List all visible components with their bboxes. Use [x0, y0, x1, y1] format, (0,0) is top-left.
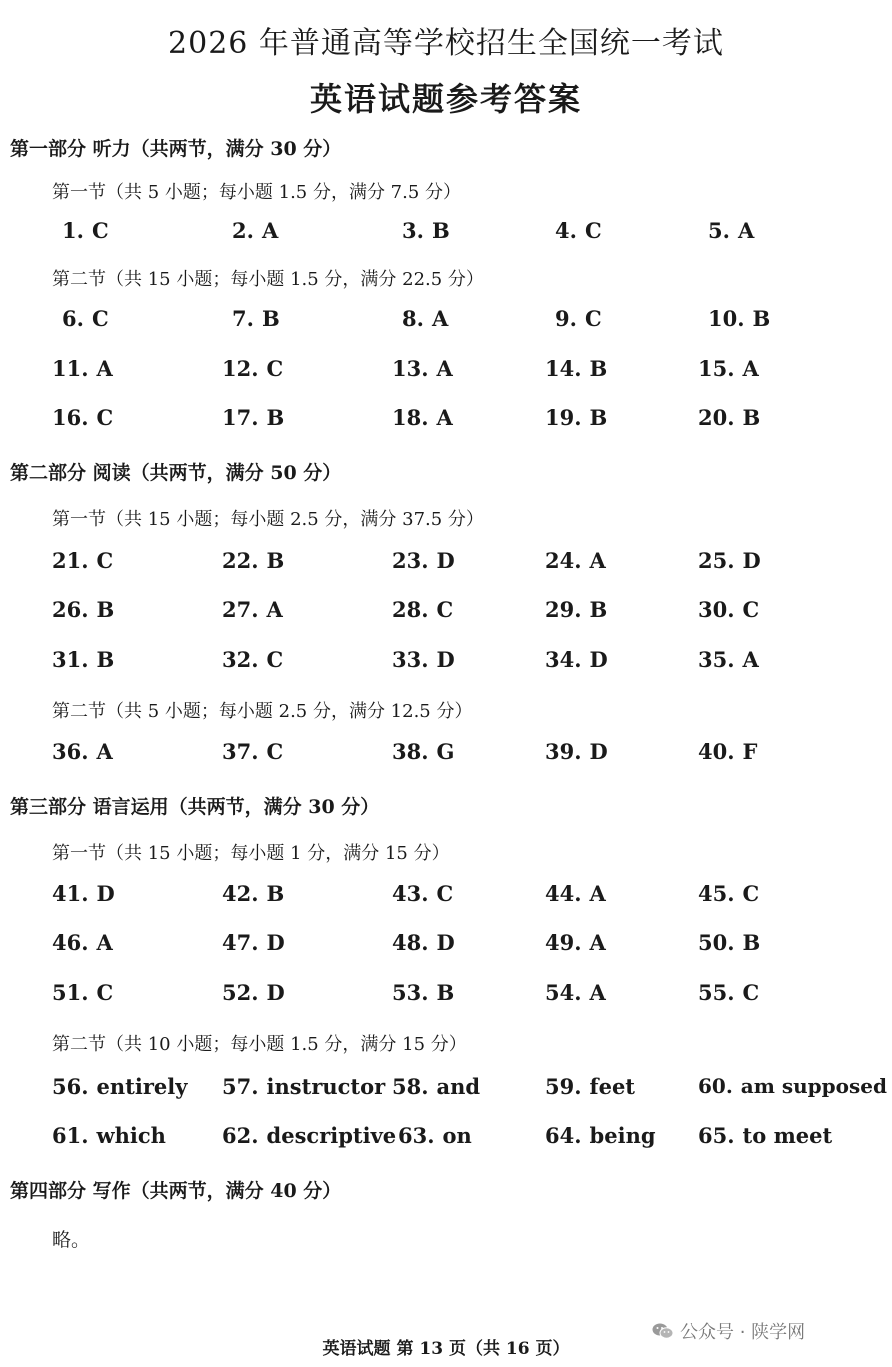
answer-item: 13. A — [392, 356, 453, 381]
answer-item: 48. D — [392, 930, 455, 955]
part-3-heading: 第三部分 语言运用（共两节，满分 30 分） — [10, 796, 380, 818]
answer-item: 19. B — [545, 405, 608, 430]
answer-row — [0, 980, 892, 1014]
answer-item: 25. D — [698, 548, 761, 573]
answer-row — [0, 218, 892, 252]
section-heading: 第一节（共 5 小题；每小题 1.5 分，满分 7.5 分） — [52, 182, 462, 203]
answer-item: 22. B — [222, 548, 285, 573]
answer-item: 38. G — [392, 739, 455, 764]
answer-item: 10. B — [708, 306, 771, 331]
page-footer: 英语试题 第 13 页（共 16 页） — [322, 1339, 570, 1359]
answer-item: 58. and — [392, 1074, 481, 1099]
answer-row — [0, 356, 892, 390]
answer-row — [0, 548, 892, 582]
answer-item: 20. B — [698, 405, 761, 430]
answer-row — [0, 739, 892, 773]
watermark-text: 公众号 · 陕学网 — [680, 1322, 806, 1343]
answer-item: 39. D — [545, 739, 608, 764]
answer-item: 36. A — [52, 739, 113, 764]
answer-item: 44. A — [545, 881, 606, 906]
answer-item: 51. C — [52, 980, 114, 1005]
answer-item: 2. A — [232, 218, 279, 243]
answer-item: 49. A — [545, 930, 606, 955]
answer-item: 37. C — [222, 739, 284, 764]
answer-row — [0, 930, 892, 964]
answer-item: 65. to meet — [698, 1123, 833, 1148]
answer-item: 42. B — [222, 881, 285, 906]
answer-item: 34. D — [545, 647, 608, 672]
answer-row — [0, 647, 892, 681]
answer-row — [0, 1074, 892, 1108]
answer-item: 47. D — [222, 930, 285, 955]
answer-item: 63. on — [398, 1123, 472, 1148]
answer-item: 40. F — [698, 739, 758, 764]
answer-item: 33. D — [392, 647, 455, 672]
answer-item: 60. am supposed — [698, 1074, 887, 1098]
answer-item: 11. A — [52, 356, 113, 381]
exam-title: 2026 年普通高等学校招生全国统一考试 — [168, 26, 724, 61]
answer-item: 29. B — [545, 597, 608, 622]
section-heading: 第一节（共 15 小题；每小题 2.5 分，满分 37.5 分） — [52, 509, 484, 530]
answer-item: 41. D — [52, 881, 115, 906]
answer-item: 31. B — [52, 647, 115, 672]
section-heading: 第二节（共 5 小题；每小题 2.5 分，满分 12.5 分） — [52, 701, 473, 722]
answer-item: 55. C — [698, 980, 760, 1005]
part-4-heading: 第四部分 写作（共两节，满分 40 分） — [10, 1180, 342, 1202]
section-heading: 第二节（共 10 小题；每小题 1.5 分，满分 15 分） — [52, 1034, 467, 1055]
answer-row — [0, 597, 892, 631]
answer-item: 9. C — [555, 306, 602, 331]
answer-item: 3. B — [402, 218, 450, 243]
answer-item: 26. B — [52, 597, 115, 622]
answer-item: 32. C — [222, 647, 284, 672]
answer-row — [0, 881, 892, 915]
answer-item: 6. C — [62, 306, 109, 331]
answer-item: 18. A — [392, 405, 453, 430]
answer-item: 43. C — [392, 881, 454, 906]
answer-item: 53. B — [392, 980, 455, 1005]
answer-item: 64. being — [545, 1123, 656, 1148]
answer-item: 23. D — [392, 548, 455, 573]
answer-item: 28. C — [392, 597, 454, 622]
answer-item: 46. A — [52, 930, 113, 955]
answer-row — [0, 306, 892, 340]
answer-item: 27. A — [222, 597, 283, 622]
answer-item: 56. entirely — [52, 1074, 188, 1099]
answer-item: 24. A — [545, 548, 606, 573]
answer-item: 17. B — [222, 405, 285, 430]
answer-item: 12. C — [222, 356, 284, 381]
answer-item: 7. B — [232, 306, 280, 331]
answer-item: 59. feet — [545, 1074, 636, 1099]
part-2-heading: 第二部分 阅读（共两节，满分 50 分） — [10, 462, 342, 484]
section-heading: 第一节（共 15 小题；每小题 1 分，满分 15 分） — [52, 843, 450, 864]
answer-row — [0, 1123, 892, 1157]
answer-item: 4. C — [555, 218, 602, 243]
answer-key-title: 英语试题参考答案 — [309, 80, 582, 118]
answer-row — [0, 405, 892, 439]
answer-item: 57. instructor — [222, 1074, 386, 1099]
answer-item: 62. descriptive — [222, 1123, 397, 1148]
section-heading: 第二节（共 15 小题；每小题 1.5 分，满分 22.5 分） — [52, 269, 484, 290]
writing-answer: 略。 — [52, 1229, 91, 1251]
answer-item: 5. A — [708, 218, 755, 243]
answer-item: 16. C — [52, 405, 114, 430]
answer-item: 1. C — [62, 218, 109, 243]
answer-item: 35. A — [698, 647, 759, 672]
answer-item: 14. B — [545, 356, 608, 381]
answer-item: 8. A — [402, 306, 449, 331]
answer-item: 15. A — [698, 356, 759, 381]
answer-item: 21. C — [52, 548, 114, 573]
answer-item: 54. A — [545, 980, 606, 1005]
answer-item: 61. which — [52, 1123, 166, 1148]
answer-item: 50. B — [698, 930, 761, 955]
answer-item: 45. C — [698, 881, 760, 906]
part-1-heading: 第一部分 听力（共两节，满分 30 分） — [10, 138, 342, 160]
answer-item: 52. D — [222, 980, 285, 1005]
answer-item: 30. C — [698, 597, 760, 622]
